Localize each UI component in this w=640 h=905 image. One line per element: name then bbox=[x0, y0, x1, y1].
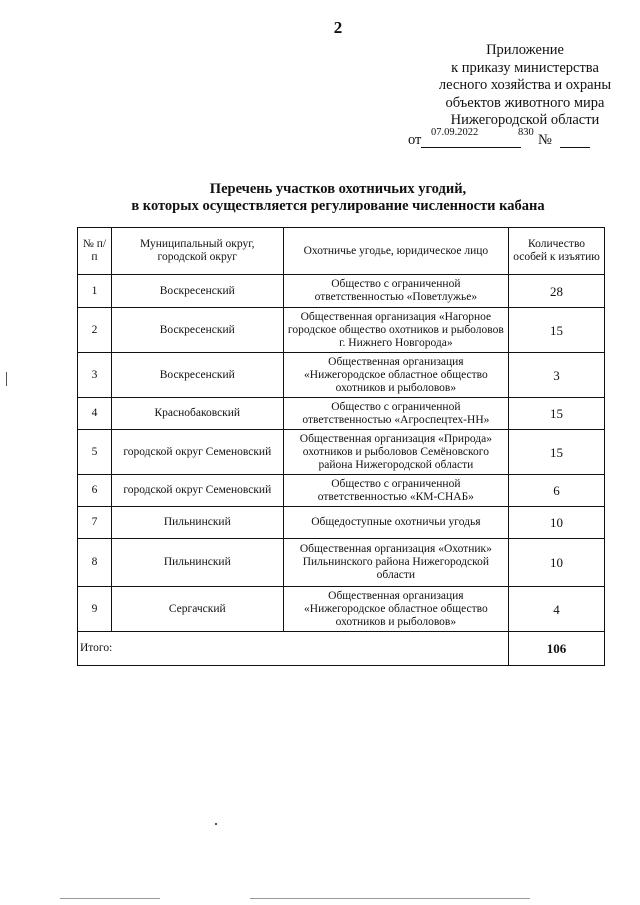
table-row bbox=[78, 308, 605, 353]
cell-district: Воскресенский bbox=[111, 353, 283, 398]
order-reference bbox=[408, 128, 608, 148]
cell-num: 2 bbox=[78, 308, 112, 353]
cell-grounds: Общественная организация «Нагорное городское общество охотников и рыболовов г. Нижнего Новгорода» bbox=[283, 308, 508, 353]
cell-num: 7 bbox=[78, 507, 112, 539]
cell-district: Пильнинский bbox=[111, 539, 283, 587]
cell-count: 4 bbox=[509, 587, 605, 632]
cell-num: 4 bbox=[78, 398, 112, 430]
cell-count: 10 bbox=[509, 507, 605, 539]
table-row bbox=[78, 539, 605, 587]
cell-grounds: Общество с ограниченной ответственностью «Поветлужье» bbox=[283, 275, 508, 308]
appendix-line: объектов животного мира bbox=[445, 94, 605, 111]
cell-count: 28 bbox=[509, 275, 605, 308]
table-header-row bbox=[78, 228, 605, 275]
total-row bbox=[78, 632, 605, 666]
header-num: № п/п bbox=[78, 228, 112, 275]
page-number: 2 bbox=[333, 18, 343, 37]
cell-count: 15 bbox=[509, 398, 605, 430]
table-row bbox=[78, 398, 605, 430]
scan-artifact-mark bbox=[6, 372, 7, 386]
cell-district: Пильнинский bbox=[111, 507, 283, 539]
table-row bbox=[78, 430, 605, 475]
table-row bbox=[78, 475, 605, 507]
scan-artifact-mark bbox=[60, 898, 160, 899]
order-number-label: № bbox=[538, 132, 552, 148]
title-line: в которых осуществляется регулирование численности кабана bbox=[131, 198, 545, 214]
cell-num: 3 bbox=[78, 353, 112, 398]
cell-num: 6 bbox=[78, 475, 112, 507]
order-number-field bbox=[560, 132, 590, 148]
cell-grounds: Общественная организация «Нижегородское областное общество охотников и рыболовов» bbox=[283, 353, 508, 398]
cell-num: 5 bbox=[78, 430, 112, 475]
total-value: 106 bbox=[509, 632, 605, 666]
cell-num: 9 bbox=[78, 587, 112, 632]
cell-count: 15 bbox=[509, 308, 605, 353]
appendix-line: к приказу министерства bbox=[451, 59, 599, 76]
cell-num: 8 bbox=[78, 539, 112, 587]
table-row bbox=[78, 353, 605, 398]
cell-district: городской округ Семеновский bbox=[111, 430, 283, 475]
appendix-line: лесного хозяйства и охраны bbox=[438, 77, 612, 93]
cell-grounds: Общество с ограниченной ответственностью «Агроспецтех-НН» bbox=[283, 398, 508, 430]
header-district: Муниципальный округ, городской округ bbox=[111, 228, 283, 275]
header-count: Количество особей к изъятию bbox=[509, 228, 605, 275]
table-row bbox=[78, 507, 605, 539]
appendix-block bbox=[375, 42, 640, 130]
order-date-field bbox=[421, 127, 534, 148]
appendix-line: Нижегородской области bbox=[450, 112, 600, 128]
header-grounds: Охотничье угодье, юридическое лицо bbox=[283, 228, 508, 275]
cell-district: городской округ Семеновский bbox=[111, 475, 283, 507]
table-row bbox=[78, 275, 605, 308]
cell-district: Воскресенский bbox=[111, 275, 283, 308]
appendix-line: Приложение bbox=[486, 42, 564, 58]
table-row bbox=[78, 587, 605, 632]
cell-num: 1 bbox=[78, 275, 112, 308]
cell-grounds: Общество с ограниченной ответственностью «КМ-СНАБ» bbox=[283, 475, 508, 507]
order-date: 07.09.2022 bbox=[431, 127, 479, 138]
order-number: 830 bbox=[518, 127, 534, 138]
cell-count: 3 bbox=[509, 353, 605, 398]
cell-grounds: Общедоступные охотничьи угодья bbox=[283, 507, 508, 539]
scan-artifact-mark bbox=[250, 898, 530, 899]
cell-grounds: Общественная организация «Природа» охотников и рыболовов Семёновского района Нижегородской области bbox=[283, 430, 508, 475]
cell-count: 15 bbox=[509, 430, 605, 475]
hunting-grounds-table bbox=[77, 227, 605, 666]
document-title bbox=[0, 181, 640, 215]
cell-grounds: Общественная организация «Охотник» Пильнинского района Нижегородской области bbox=[283, 539, 508, 587]
cell-district: Сергачский bbox=[111, 587, 283, 632]
order-from-label: от bbox=[408, 132, 422, 148]
scan-artifact-mark bbox=[215, 823, 217, 825]
cell-count: 6 bbox=[509, 475, 605, 507]
title-line: Перечень участков охотничьих угодий, bbox=[209, 181, 467, 197]
cell-grounds: Общественная организация «Нижегородское областное общество охотников и рыболовов» bbox=[283, 587, 508, 632]
cell-district: Краснобаковский bbox=[111, 398, 283, 430]
cell-district: Воскресенский bbox=[111, 308, 283, 353]
cell-count: 10 bbox=[509, 539, 605, 587]
total-label: Итого: bbox=[78, 632, 509, 666]
